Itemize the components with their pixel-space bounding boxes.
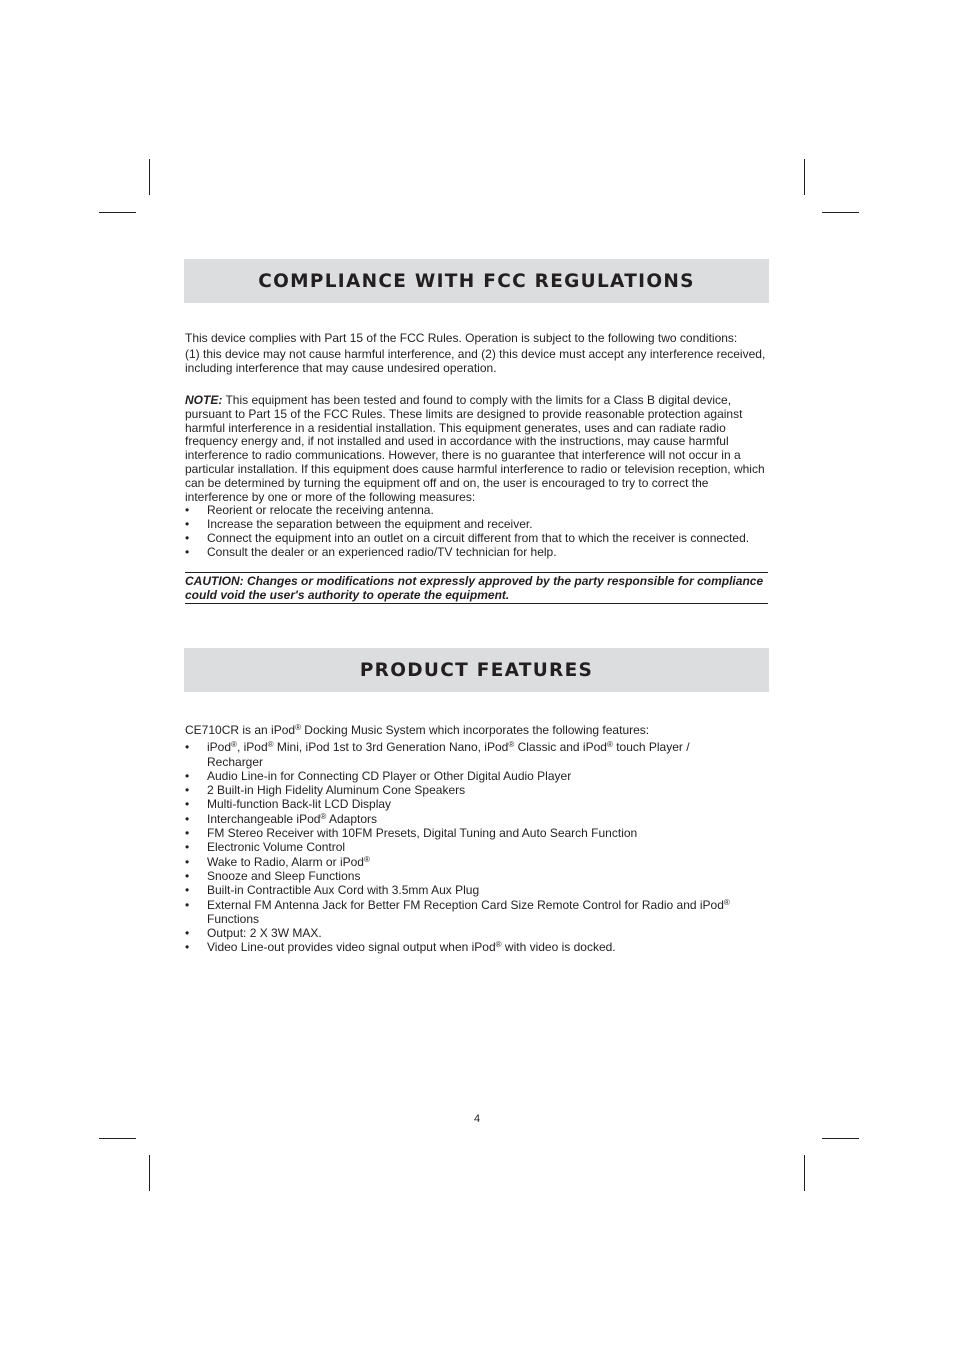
fcc-heading-banner [184,259,769,303]
features-heading-banner [184,648,769,692]
list-item: • Audio Line-in for Connecting CD Player or Other Digital Audio Player [185,769,769,783]
list-item: • Reorient or relocate the receiving antenna. [185,504,769,518]
list-item: • Consult the dealer or an experienced radio/TV technician for help. [185,546,769,560]
list-item: • Interchangeable iPod® Adaptors [185,812,769,826]
fcc-note-paragraph [185,394,769,504]
list-item: • 2 Built-in High Fidelity Aluminum Cone Speakers [185,783,769,797]
list-item: • Video Line-out provides video signal output when iPod® with video is docked. [185,940,769,954]
list-item: • iPod®, iPod® Mini, iPod 1st to 3rd Generation Nano, iPod® Classic and iPod® touch Player / Recharger [185,740,769,769]
crop-mark [804,1155,805,1191]
caution-text: CAUTION: Changes or modifications not expressly approved by the party responsible for compliance could void the user's authority to operate the equipment. [185,574,764,602]
list-item: • Multi-function Back-lit LCD Display [185,797,769,811]
features-heading: PRODUCT FEATURES [359,659,594,681]
list-item: • Built-in Contractible Aux Cord with 3.5mm Aux Plug [185,883,769,897]
note-label: NOTE: [185,393,223,407]
fcc-intro [185,332,769,375]
note-text: This equipment has been tested and found to comply with the limits for a Class B digital device, pursuant to Part 15 of the FCC Rules. These limits are designed to provide reasonable protection against harmful interference in a residential installation. This equipment generates, uses and can radiate radio frequency energy and, if not installed and used in accordance with the instructions, may cause harmful interference to radio communications. However, there is no guarantee that interference will not occur in a particular installation. If this equipment does cause harmful interference to radio or television reception, which can be determined by turning the equipment off and on, the user is encouraged to try to correct the interference by one or more of the following measures: [185,393,765,504]
fcc-heading: COMPLIANCE WITH FCC REGULATIONS [258,270,695,292]
list-item: • Snooze and Sleep Functions [185,869,769,883]
list-item: • Increase the separation between the equipment and receiver. [185,518,769,532]
fcc-intro-line1: This device complies with Part 15 of the FCC Rules. Operation is subject to the following two conditions: [185,331,738,345]
fcc-note [185,394,769,560]
crop-mark [822,1138,859,1139]
crop-mark [99,212,136,213]
crop-mark [149,1155,150,1191]
list-item: • External FM Antenna Jack for Better FM Reception Card Size Remote Control for Radio and iPod® Functions [185,898,769,927]
list-item: • Output: 2 X 3W MAX. [185,926,769,940]
crop-mark [804,159,805,195]
features-intro: CE710CR is an iPod® Docking Music System which incorporates the following features: [185,723,650,737]
crop-mark [99,1138,136,1139]
fcc-intro-line2: (1) this device may not cause harmful interference, and (2) this device must accept any interference received, including interference that may cause undesired operation. [185,346,766,375]
list-item: • Electronic Volume Control [185,840,769,854]
list-item: • Connect the equipment into an outlet on a circuit different from that to which the receiver is connected. [185,532,769,546]
features-block [185,723,769,955]
list-item: • Wake to Radio, Alarm or iPod® [185,855,769,869]
features-list [185,740,769,954]
fcc-measures-list [185,504,769,559]
caution-box [185,572,768,604]
crop-mark [822,212,859,213]
crop-mark [149,159,150,195]
list-item: • FM Stereo Receiver with 10FM Presets, Digital Tuning and Auto Search Function [185,826,769,840]
page-number: 4 [473,1113,481,1125]
